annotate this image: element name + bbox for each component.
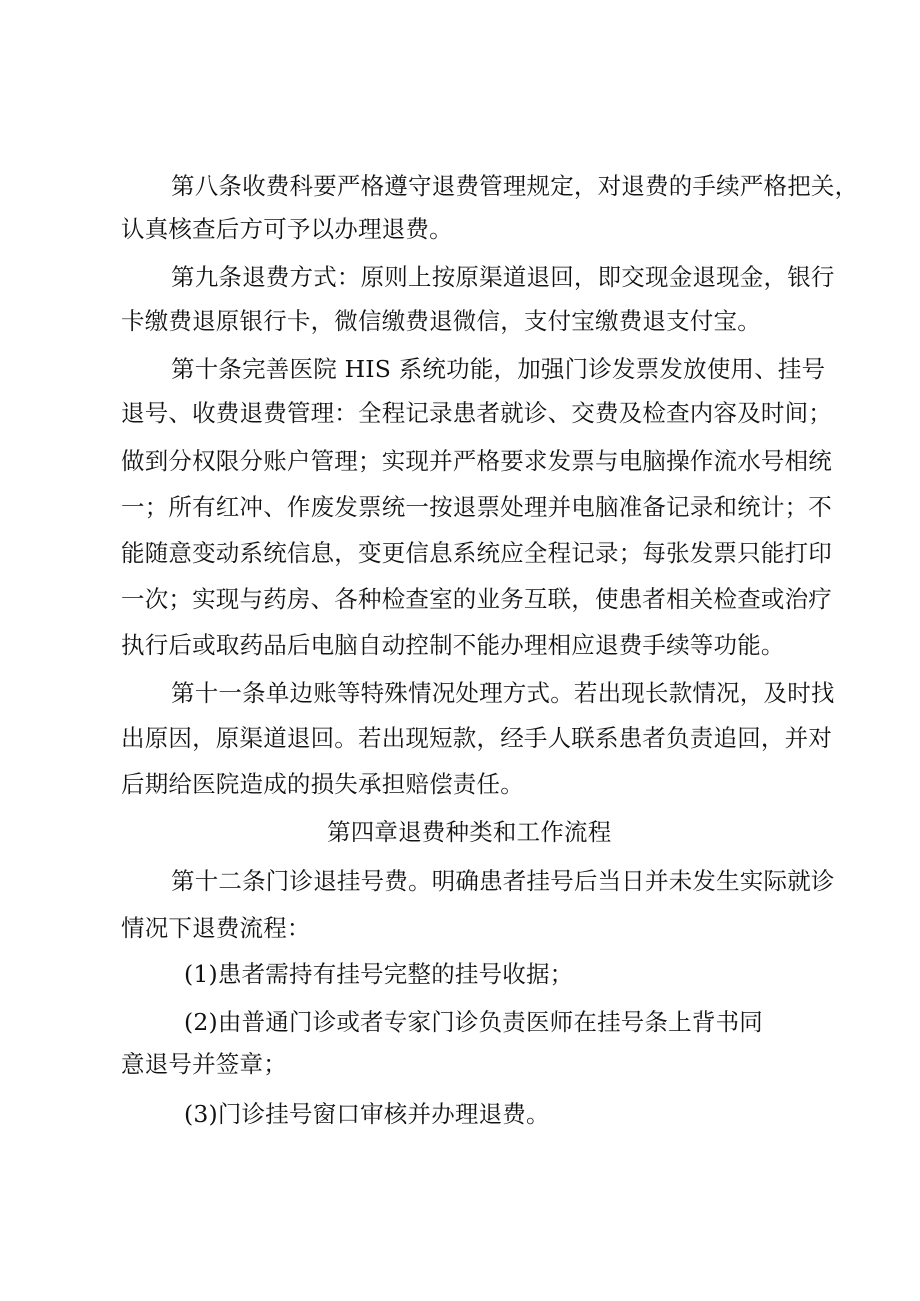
step-2-line-2: 意退号并签章； [121, 1050, 287, 1078]
step-3: (3)门诊挂号窗口审核并办理退费。 [184, 1100, 550, 1128]
article-9-line-1: 第九条退费方式：原则上按原渠道退回，即交现金退现金，银行 [171, 263, 835, 291]
article-9-line-2: 卡缴费退原银行卡，微信缴费退微信，支付宝缴费退支付宝。 [121, 307, 761, 335]
article-12-line-2: 情况下退费流程： [121, 914, 311, 942]
article-10-line-1: 第十条完善医院 HIS 系统功能，加强门诊发票发放使用、挂号 [171, 355, 826, 383]
article-10-line-6: 一次；实现与药房、各种检查室的业务互联，使患者相关检查或治疗 [121, 585, 832, 613]
article-11-line-2: 出原因，原渠道退回。若出现短款，经手人联系患者负责追回，并对 [121, 724, 832, 752]
step-1: (1)患者需持有挂号完整的挂号收据； [184, 960, 574, 988]
article-10-line-5: 能随意变动系统信息，变更信息系统应全程记录；每张发票只能打印 [121, 539, 832, 567]
article-12-line-1: 第十二条门诊退挂号费。明确患者挂号后当日并未发生实际就诊 [171, 867, 835, 895]
article-11-line-3: 后期给医院造成的损失承担赔偿责任。 [121, 770, 524, 798]
chapter-heading: 第四章退费种类和工作流程 [327, 818, 612, 846]
article-11-line-1: 第十一条单边账等特殊情况处理方式。若出现长款情况，及时找 [171, 679, 835, 707]
article-10-line-7: 执行后或取药品后电脑自动控制不能办理相应退费手续等功能。 [121, 631, 785, 659]
article-8-line-2: 认真核查后方可予以办理退费。 [121, 215, 453, 243]
article-10-line-4: 一；所有红冲、作废发票统一按退票处理并电脑准备记录和统计；不 [121, 493, 832, 521]
article-10-line-2: 退号、收费退费管理：全程记录患者就诊、交费及检查内容及时间； [121, 399, 832, 427]
article-10-line-3: 做到分权限分账户管理；实现并严格要求发票与电脑操作流水号相统 [121, 447, 832, 475]
article-8-line-1: 第八条收费科要严格遵守退费管理规定，对退费的手续严格把关， [171, 172, 859, 200]
step-2-line-1: (2)由普通门诊或者专家门诊负责医师在挂号条上背书同 [184, 1008, 763, 1036]
